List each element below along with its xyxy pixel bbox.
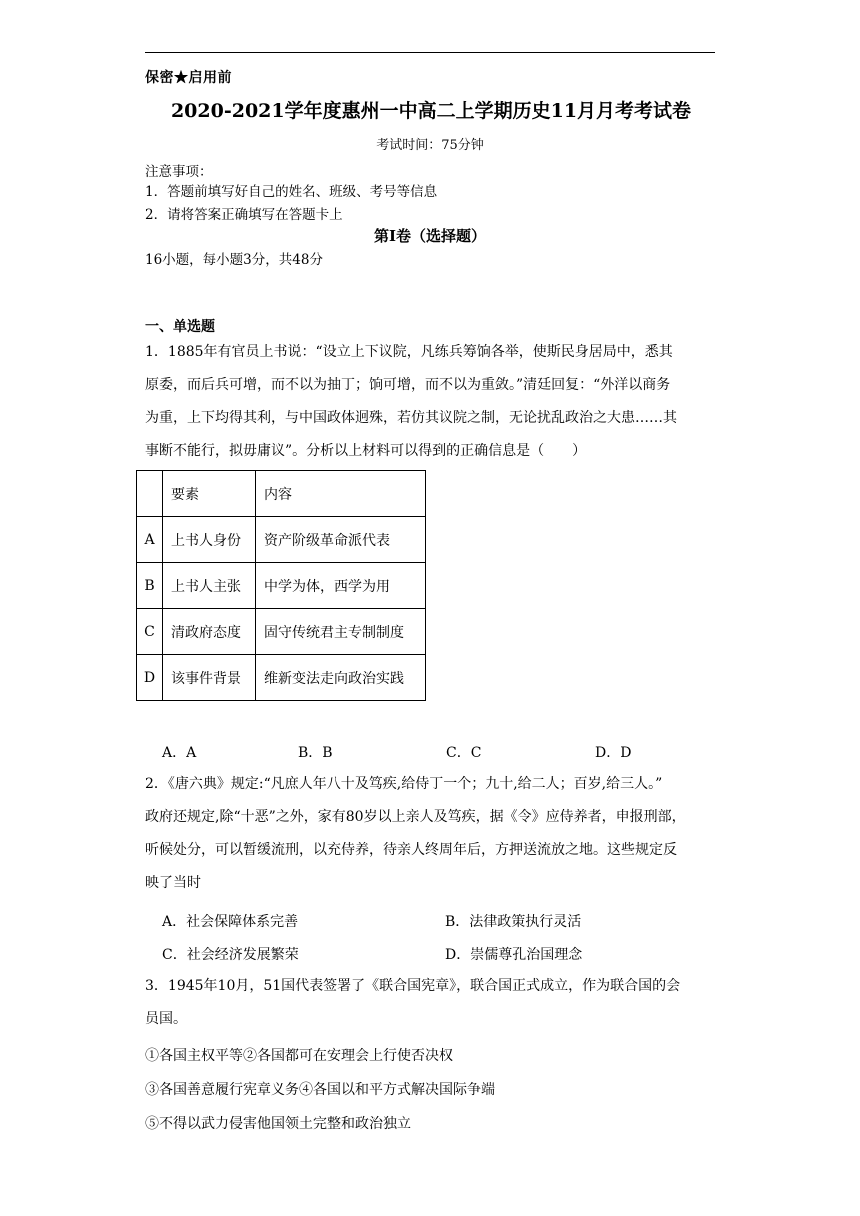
question-1-table	[136, 470, 426, 701]
question-line: 3．1945年10月，51国代表签署了《联合国宪章》，联合国正式成立，作为联合国的会	[145, 978, 681, 994]
question-line: 映了当时	[145, 875, 201, 891]
note-item: 2．请将答案正确填写在答题卡上	[145, 207, 343, 223]
option-d: D．崇儒尊孔治国理念	[445, 947, 583, 963]
table-cell	[137, 471, 163, 517]
question-1-stem	[145, 336, 717, 468]
table-cell: D	[137, 655, 163, 701]
question-line: 原委，而后兵可增，而不以为抽丁；饷可增，而不以为重敛。”清廷回复：“外洋以商务	[145, 377, 671, 393]
table-row	[137, 609, 426, 655]
table-cell: 资产阶级革命派代表	[256, 517, 426, 563]
exam-title: 2020-2021学年度惠州一中高二上学期历史11月月考考试卷	[170, 100, 692, 122]
secret-label: 保密★启用前	[145, 70, 232, 86]
table-cell: 中学为体，西学为用	[256, 563, 426, 609]
table-cell: 上书人主张	[163, 563, 256, 609]
table-cell: 内容	[256, 471, 426, 517]
volume-desc: 16小题，每小题3分，共48分	[145, 252, 323, 268]
table-cell: A	[137, 517, 163, 563]
question-2-stem	[145, 768, 717, 900]
question-line: 为重，上下均得其利，与中国政体迥殊，若仿其议院之制，无论扰乱政治之大患……其	[145, 410, 677, 426]
question-3-stem	[145, 970, 717, 1036]
table-cell: B	[137, 563, 163, 609]
table-cell: 要素	[163, 471, 256, 517]
table-cell: 上书人身份	[163, 517, 256, 563]
statement-item: ①各国主权平等②各国都可在安理会上行使否决权	[145, 1048, 453, 1064]
table-cell: 维新变法走向政治实践	[256, 655, 426, 701]
question-line: 2．《唐六典》规定:“凡庶人年八十及笃疾,给侍丁一个；九十,给二人；百岁,给三人。”	[145, 776, 663, 792]
section-heading: 一、单选题	[145, 319, 215, 335]
note-item: 1．答题前填写好自己的姓名、班级、考号等信息	[145, 184, 438, 200]
question-line: 1．1885年有官员上书说：“设立上下议院，凡练兵筹饷各举，使斯民身居局中，悉其	[145, 344, 673, 360]
table-cell: 固守传统君主专制制度	[256, 609, 426, 655]
option-c: C．社会经济发展繁荣	[162, 947, 299, 963]
table-cell: C	[137, 609, 163, 655]
option-c: C．C	[446, 745, 482, 761]
table-row	[137, 563, 426, 609]
table-row	[137, 517, 426, 563]
table-cell: 该事件背景	[163, 655, 256, 701]
table-header-row	[137, 471, 426, 517]
statement-item: ⑤不得以武力侵害他国领土完整和政治独立	[145, 1116, 411, 1132]
statement-item: ③各国善意履行宪章义务④各国以和平方式解决国际争端	[145, 1082, 495, 1098]
question-line: 政府还规定,除“十恶”之外，家有80岁以上亲人及笃疾，据《令》应侍养者，申报刑部，	[145, 809, 686, 825]
notes-heading: 注意事项：	[145, 164, 213, 180]
volume-title: 第I卷（选择题）	[373, 227, 487, 245]
option-b: B．法律政策执行灵活	[445, 914, 582, 930]
question-line: 事断不能行，拟毋庸议”。分析以上材料可以得到的正确信息是（ ）	[145, 443, 587, 459]
question-line: 听候处分，可以暂缓流刑，以充侍养，待亲人终周年后，方押送流放之地。这些规定反	[145, 842, 677, 858]
header-rule	[145, 52, 715, 53]
exam-time: 考试时间：75分钟	[376, 138, 484, 153]
table-row	[137, 655, 426, 701]
option-d: D．D	[595, 745, 632, 761]
option-b: B．B	[298, 745, 333, 761]
option-a: A．A	[162, 745, 197, 761]
question-line: 员国。	[145, 1011, 187, 1027]
table-cell: 清政府态度	[163, 609, 256, 655]
option-a: A．社会保障体系完善	[162, 914, 299, 930]
